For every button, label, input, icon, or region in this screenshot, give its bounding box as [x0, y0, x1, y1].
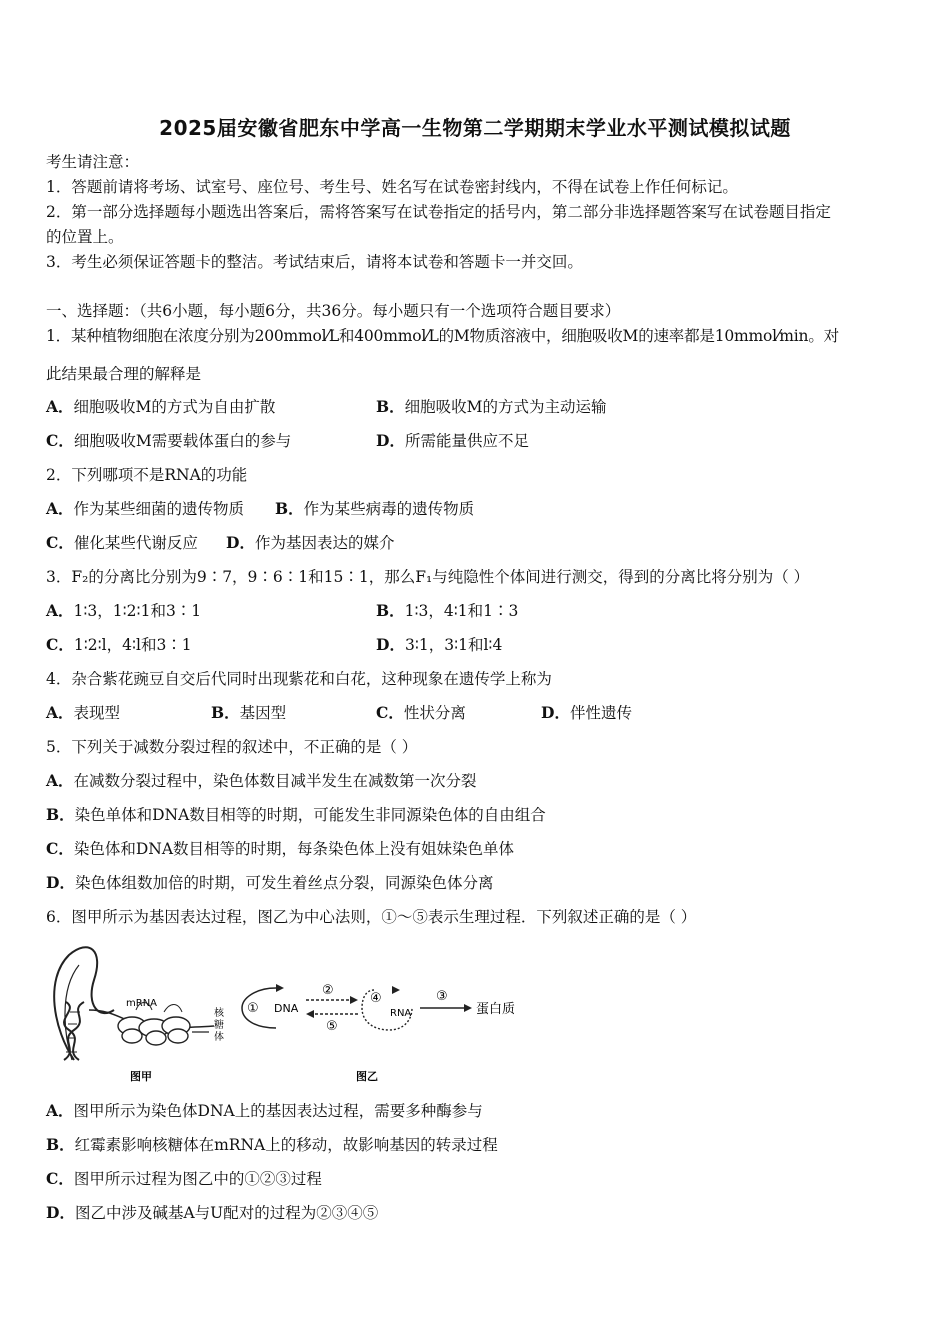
option-letter: B．: [376, 601, 405, 620]
q1-stem-cont: 此结果最合理的解释是: [46, 365, 202, 383]
process-3: ③: [436, 989, 448, 1004]
process-2: ②: [322, 983, 334, 998]
process-5: ⑤: [326, 1019, 338, 1034]
q4-option-d: D．伴性遗传: [541, 703, 632, 722]
option-letter: D．: [541, 703, 570, 722]
notice-item-2-cont: 的位置上。: [46, 228, 124, 246]
option-letter: B．: [275, 499, 304, 518]
q2-option-d: D．作为基因表达的媒介: [226, 533, 395, 552]
figure-jia-label: 图甲: [130, 1070, 152, 1083]
q6-option-a: A．图甲所示为染色体DNA上的基因表达过程，需要多种酶参与: [46, 1101, 483, 1120]
process-1: ①: [247, 1001, 259, 1016]
option-letter: B．: [46, 1135, 75, 1154]
q2-stem: 2．下列哪项不是RNA的功能: [46, 466, 248, 484]
option-letter: C．: [376, 703, 404, 722]
exam-title: 2025届安徽省肥东中学高一生物第二学期期末学业水平测试模拟试题: [159, 116, 791, 140]
figure-jia: [54, 947, 225, 1083]
q4-option-b: B．基因型: [211, 703, 287, 722]
q3-option-d: D．3∶1，3∶1和l∶4: [376, 635, 503, 654]
option-letter: A．: [46, 499, 74, 518]
dna-loop: [54, 947, 114, 1060]
notice-item-3: 3．考生必须保证答题卡的整洁。考试结束后，请将本试卷和答题卡一并交回。: [46, 253, 583, 271]
process-4: ④: [370, 991, 382, 1006]
mrna-label: mRNA: [126, 998, 158, 1009]
figure-yi-label: 图乙: [356, 1070, 378, 1083]
q2-option-b: B．作为某些病毒的遗传物质: [275, 499, 475, 518]
option-letter: D．: [46, 873, 75, 892]
q5-option-b: B．染色单体和DNA数目相等的时期，可能发生非同源染色体的自由组合: [46, 805, 546, 824]
option-letter: B．: [46, 805, 75, 824]
q1-option-d: D．所需能量供应不足: [376, 431, 529, 450]
q6-option-d: D．图乙中涉及碱基A与U配对的过程为②③④⑤: [46, 1203, 379, 1222]
option-letter: D．: [226, 533, 255, 552]
option-letter: C．: [46, 839, 74, 858]
option-letter: A．: [46, 1101, 74, 1120]
option-letter: D．: [376, 431, 405, 450]
q5-option-d: D．染色体组数加倍的时期，可发生着丝点分裂，同源染色体分离: [46, 873, 494, 892]
option-letter: B．: [211, 703, 240, 722]
q4-stem: 4．杂合紫花豌豆自交后代同时出现紫花和白花，这种现象在遗传学上称为: [46, 670, 552, 688]
option-letter: D．: [46, 1203, 75, 1222]
dna-label: DNA: [274, 1002, 299, 1015]
q6-option-c: C．图甲所示过程为图乙中的①②③过程: [46, 1169, 322, 1188]
rna-label: RNA: [390, 1008, 412, 1019]
q1-option-b: B．细胞吸收M的方式为主动运输: [376, 397, 607, 416]
q6-stem: 6．图甲所示为基因表达过程，图乙为中心法则，①～⑤表示生理过程．下列叙述正确的是（ ）: [46, 908, 697, 926]
q3-stem: 3．F₂的分离比分别为9∶7，9∶6∶1和15∶1，那么F₁与纯隐性个体间进行测交，得到的分离比将分别为（ ）: [46, 568, 810, 586]
q4-option-c: C．性状分离: [376, 703, 466, 722]
q3-option-a: A．1∶3，1∶2∶1和3∶1: [46, 601, 202, 620]
q6-option-b: B．红霉素影响核糖体在mRNA上的移动，故影响基因的转录过程: [46, 1135, 498, 1154]
q2-option-a: A．作为某些细菌的遗传物质: [46, 499, 245, 518]
q5-stem: 5．下列关于减数分裂过程的叙述中，不正确的是（ ）: [46, 738, 418, 756]
notice-heading: 考生请注意：: [46, 153, 140, 171]
option-letter: C．: [46, 533, 74, 552]
figure-yi: [242, 983, 515, 1083]
ribosome-label: [214, 1006, 225, 1043]
ribosome-label-char: 核: [214, 1008, 224, 1019]
option-letter: C．: [46, 431, 74, 450]
q5-option-c: C．染色体和DNA数目相等的时期，每条染色体上没有姐妹染色单体: [46, 839, 515, 858]
option-letter: B．: [376, 397, 405, 416]
option-letter: C．: [46, 635, 74, 654]
ribosome-label-char: 体: [214, 1032, 224, 1043]
q4-option-a: A．表现型: [46, 703, 121, 722]
section-heading: 一、选择题：（共6小题，每小题6分，共36分。每小题只有一个选项符合题目要求）: [46, 302, 621, 320]
option-letter: A．: [46, 601, 74, 620]
notice-item-1: 1．答题前请将考场、试室号、座位号、考生号、姓名写在试卷密封线内，不得在试卷上作任何标记。: [46, 178, 738, 196]
q5-option-a: A．在减数分裂过程中，染色体数目减半发生在减数第一次分裂: [46, 771, 477, 790]
option-letter: A．: [46, 771, 74, 790]
option-letter: A．: [46, 397, 74, 416]
ribosome-label-char: 糖: [214, 1020, 224, 1031]
q1-option-c: C．细胞吸收M需要载体蛋白的参与: [46, 431, 292, 450]
gene-expression-figure: [44, 940, 544, 1090]
option-letter: A．: [46, 703, 74, 722]
option-letter: D．: [376, 635, 405, 654]
q1-option-a: A．细胞吸收M的方式为自由扩散: [46, 397, 276, 416]
option-letter: C．: [46, 1169, 74, 1188]
q3-option-c: C．1∶2∶l，4∶l和3∶1: [46, 635, 192, 654]
q2-option-c: C．催化某些代谢反应: [46, 533, 198, 552]
q1-stem: 1．某种植物细胞在浓度分别为200mmol⁄L和400mmol⁄L的M物质溶液中，细胞吸收M的速率都是10mmol⁄min。对: [46, 327, 839, 345]
q3-option-b: B．1∶3，4∶1和1∶3: [376, 601, 519, 620]
notice-item-2: 2．第一部分选择题每小题选出答案后，需将答案写在试卷指定的括号内，第二部分非选择题答案写在试卷题目指定: [46, 203, 831, 221]
protein-label: 蛋白质: [476, 1002, 516, 1017]
